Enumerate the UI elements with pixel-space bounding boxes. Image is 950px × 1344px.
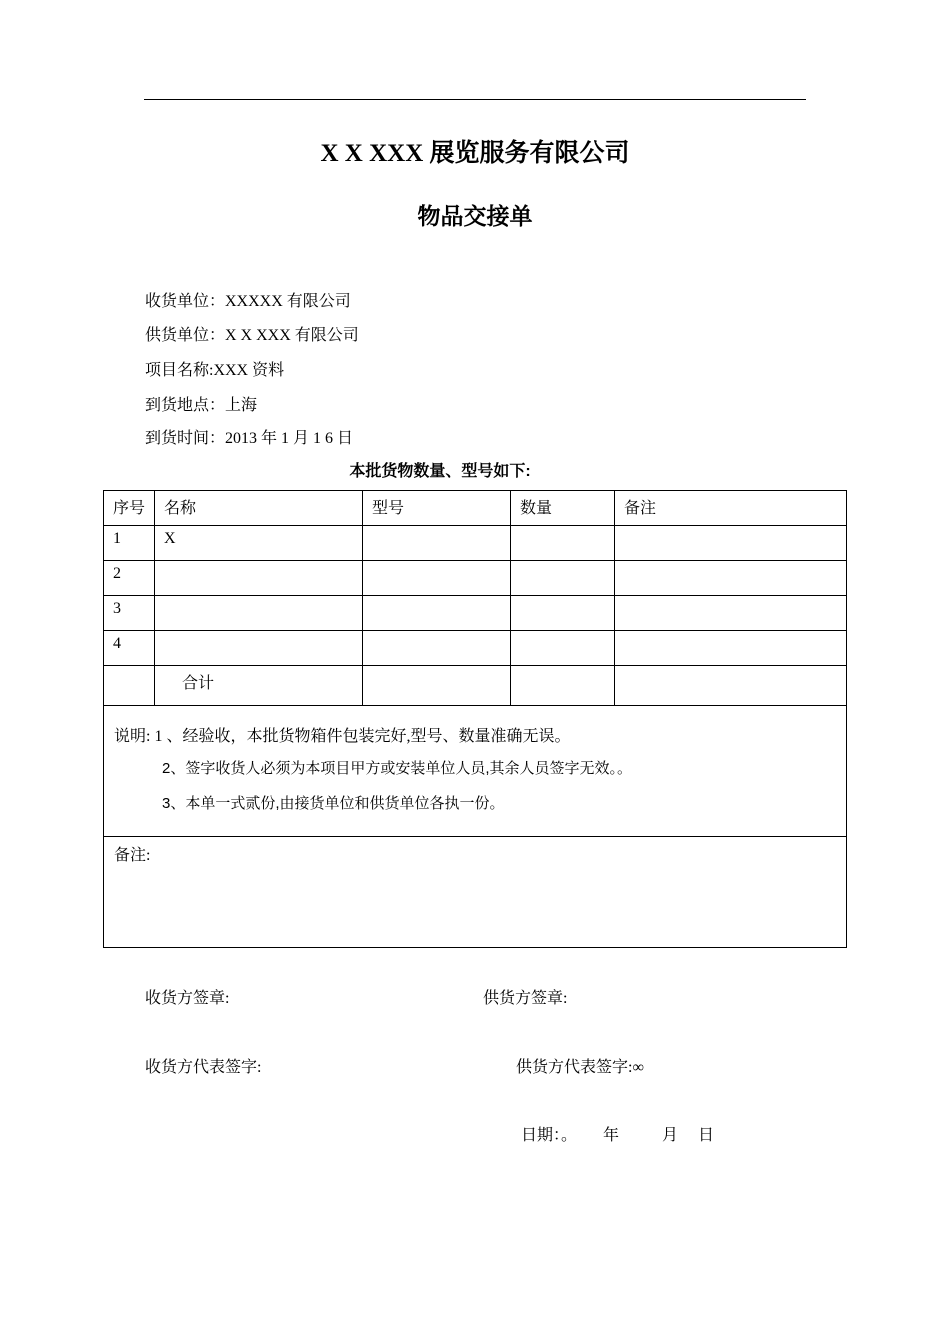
- company-title: X X XXX 展览服务有限公司: [320, 140, 630, 167]
- header-cell: 型号: [363, 491, 511, 526]
- table-cell: [363, 561, 511, 596]
- goods-table: [103, 490, 847, 706]
- table-cell: 4: [104, 631, 155, 666]
- table-row: [104, 561, 847, 596]
- table-row: [104, 526, 847, 561]
- table-cell: 3: [104, 596, 155, 631]
- table-cell: [615, 631, 847, 666]
- supplier-unit: 供货单位：X X XXX 有限公司: [145, 327, 359, 344]
- table-header-row: [104, 491, 847, 526]
- table-cell: [615, 596, 847, 631]
- table-cell: [615, 666, 847, 706]
- notes-box: [103, 706, 847, 837]
- table-cell: X: [155, 526, 363, 561]
- table-cell: [511, 526, 615, 561]
- date-label: 日期：。: [521, 1127, 578, 1144]
- remark-box: [103, 837, 847, 948]
- total-row: [104, 666, 847, 706]
- note-line-3: 3、本单一式贰份,由接货单位和供货单位各执一份。: [162, 795, 505, 812]
- date-year: 年: [603, 1127, 620, 1144]
- table-cell: [104, 666, 155, 706]
- table-row: [104, 631, 847, 666]
- table-cell: [363, 631, 511, 666]
- table-cell: [511, 631, 615, 666]
- note-line-2: 2、签字收货人必须为本项目甲方或安装单位人员,其余人员签字无效。。: [162, 760, 633, 777]
- table-cell: [155, 631, 363, 666]
- table-cell: [155, 596, 363, 631]
- table-cell: 1: [104, 526, 155, 561]
- top-rule: [144, 99, 806, 100]
- header-cell: 数量: [511, 491, 615, 526]
- document-title: 物品交接单: [417, 204, 533, 229]
- header-cell: 名称: [155, 491, 363, 526]
- table-cell: [155, 561, 363, 596]
- note-line-1: 说明: 1 、经验收，本批货物箱件包装完好,型号、数量准确无误。: [114, 728, 571, 745]
- project-name: 项目名称:XXX 资料: [145, 362, 285, 379]
- table-cell: [363, 666, 511, 706]
- receiver-unit: 收货单位：XXXXX 有限公司: [145, 293, 351, 310]
- date-month: 月: [662, 1127, 679, 1144]
- header-cell: 备注: [615, 491, 847, 526]
- total-label: 合计: [155, 666, 363, 706]
- supplier-seal-label: 供货方签章:: [483, 990, 568, 1007]
- table-caption: 本批货物数量、型号如下:: [349, 463, 531, 480]
- table-cell: [511, 596, 615, 631]
- table-cell: [615, 526, 847, 561]
- receiver-seal-label: 收货方签章:: [145, 990, 230, 1007]
- receiver-rep-label: 收货方代表签字:: [145, 1059, 262, 1076]
- table-cell: [363, 596, 511, 631]
- table-cell: [511, 666, 615, 706]
- arrival-location: 到货地点：上海: [145, 397, 258, 414]
- table-cell: [363, 526, 511, 561]
- supplier-rep-label: 供货方代表签字:∞: [516, 1059, 644, 1076]
- table-row: [104, 596, 847, 631]
- date-day: 日: [698, 1127, 715, 1144]
- table-cell: [615, 561, 847, 596]
- table-cell: 2: [104, 561, 155, 596]
- header-cell: 序号: [104, 491, 155, 526]
- table-cell: [511, 561, 615, 596]
- arrival-time: 到货时间：2013 年 1 月 1 6 日: [145, 430, 354, 447]
- remark-label: 备注:: [114, 847, 151, 864]
